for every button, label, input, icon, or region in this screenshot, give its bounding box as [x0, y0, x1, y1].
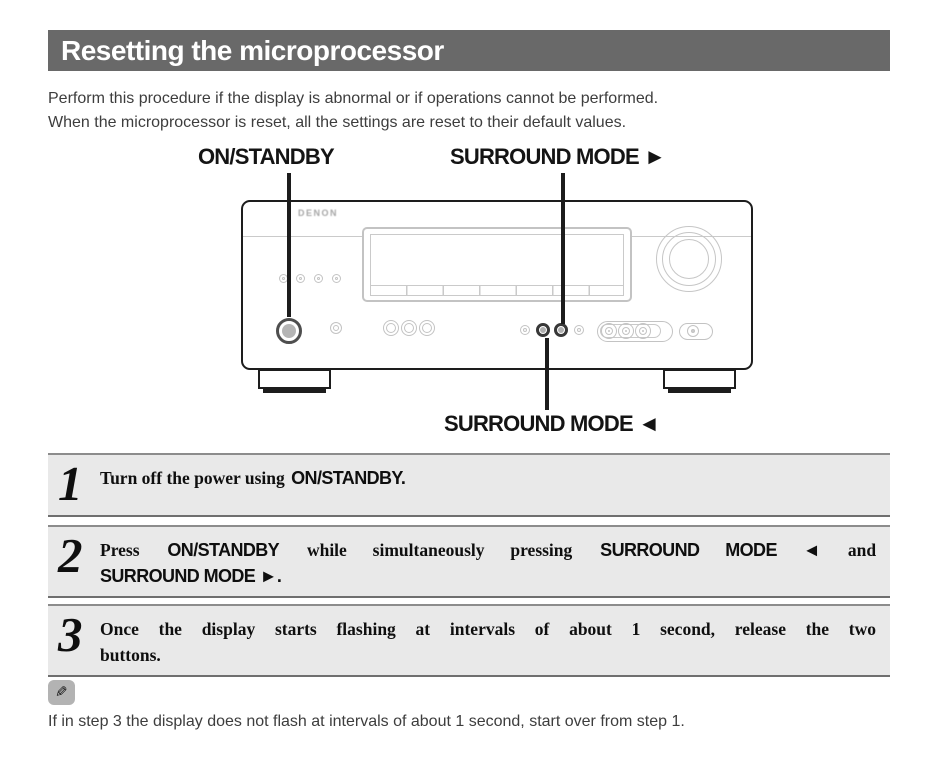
panel-button-small-2: [296, 274, 305, 283]
receiver-diagram: [0, 140, 938, 455]
panel-button-small-4: [332, 274, 341, 283]
step-3-text: Once the display starts flashing at intervals of about 1 second, release the two buttons.: [100, 619, 876, 665]
intro-text: [48, 87, 658, 135]
volume-knob: [656, 226, 722, 292]
panel-button-small-3: [314, 274, 323, 283]
step-2: [48, 525, 890, 598]
note-text: If in step 3 the display does not flash at intervals of about 1 second, start over from step 1.: [48, 713, 685, 730]
step-1-text: Turn off the power using ON/STANDBY.: [100, 468, 406, 488]
selector-button-2: [401, 320, 417, 336]
pencil-icon: ✎: [48, 680, 75, 705]
input-jack-3: [635, 323, 651, 339]
step-2-number: 2: [58, 528, 83, 583]
step-1-number: 1: [58, 456, 83, 511]
step-3: [48, 604, 890, 677]
display-window: [370, 234, 624, 286]
input-jack-group: [597, 321, 673, 342]
headphone-jack: [330, 322, 342, 334]
receiver-foot-right: [663, 369, 736, 389]
page-title: Resetting the microprocessor: [61, 34, 444, 66]
surround-mode-left-button: [536, 323, 550, 337]
intro-line-1: Perform this procedure if the display is abnormal or if operations cannot be performed.: [48, 90, 659, 107]
display-segment-strip: [370, 285, 624, 296]
pointer-line-surround-right: [561, 173, 565, 324]
setup-mic-jack-group: [679, 323, 713, 340]
pointer-line-on-standby: [287, 173, 291, 317]
step-3-number: 3: [58, 607, 83, 662]
intro-line-2: When the microprocessor is reset, all the settings are reset to their default values.: [48, 114, 627, 131]
selector-button-3: [419, 320, 435, 336]
input-jack-2: [618, 323, 634, 339]
surround-mode-right-button: [554, 323, 568, 337]
front-display: [362, 227, 632, 302]
step-1: [48, 453, 890, 517]
small-button-right: [574, 325, 584, 335]
procedure-steps: [48, 453, 890, 677]
on-standby-button: [276, 318, 302, 344]
step-2-text: Press ON/STANDBY while simultaneously pressing SURROUND MODE ◄ and SURROUND MODE ►.: [100, 540, 877, 586]
label-on-standby: ON/STANDBY: [198, 144, 334, 169]
label-surround-mode-left: SURROUND MODE ◄: [444, 411, 660, 436]
brand-logo: DENON: [298, 208, 339, 218]
receiver-foot-left: [258, 369, 331, 389]
pointer-line-surround-left: [545, 338, 549, 410]
receiver-front-panel: [241, 200, 753, 370]
label-surround-mode-right: SURROUND MODE ►: [450, 144, 666, 169]
setup-mic-jack: [687, 325, 699, 337]
input-jack-1: [601, 323, 617, 339]
section-title-bar: [48, 30, 890, 71]
selector-button-1: [383, 320, 399, 336]
small-button-left: [520, 325, 530, 335]
